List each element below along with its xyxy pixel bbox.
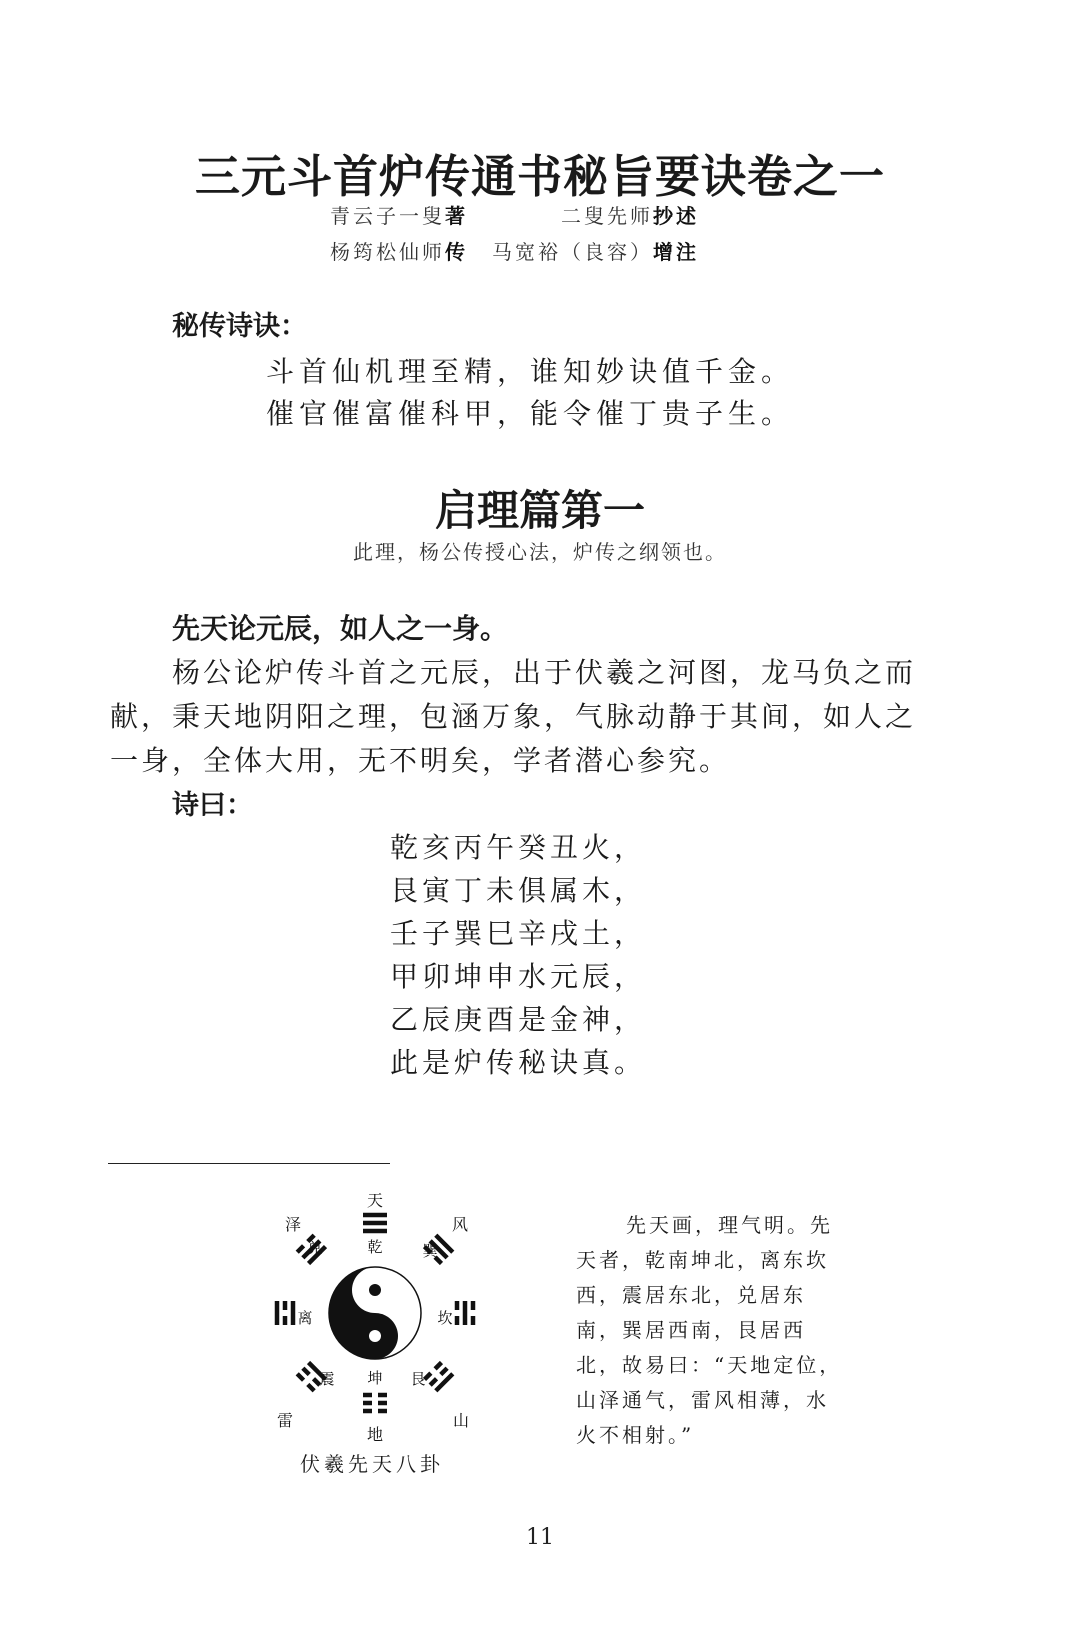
yang-line	[363, 1229, 387, 1234]
yin-line	[283, 1301, 288, 1310]
yin-line	[283, 1316, 288, 1325]
section-title: 启理篇第一	[434, 486, 645, 535]
yin-line	[378, 1401, 387, 1406]
paragraph-line: 一身，全体大用，无不明矣，学者潜心参究。	[110, 744, 731, 777]
yin-line	[296, 1244, 306, 1254]
yang-line	[275, 1301, 280, 1325]
poem-line: 甲卯坤申水元辰，	[390, 960, 647, 993]
paragraph-line: 献，秉天地阴阳之理，包涵万象，气脉动静于其间，如人之	[110, 700, 917, 733]
trigram-image-label: 雷	[276, 1411, 294, 1430]
trigram-icon	[455, 1301, 476, 1325]
poem-line: 乾亥丙午癸丑火，	[390, 831, 647, 864]
yang-line	[463, 1301, 468, 1325]
trigram-icon	[423, 1361, 454, 1392]
trigram-icon	[363, 1213, 387, 1234]
yin-line	[363, 1409, 372, 1414]
yin-line	[363, 1393, 372, 1398]
poem-line: 艮寅丁未俱属木，	[390, 874, 647, 907]
poem-line: 乙辰庚酉是金神，	[390, 1003, 647, 1036]
yin-line	[455, 1316, 460, 1325]
trigram-name-label: 坎	[437, 1309, 453, 1327]
yin-line	[301, 1367, 311, 1377]
secret-poem-line: 斗首仙机理至精，谁知妙诀值千金。	[266, 355, 795, 388]
yin-line	[378, 1393, 387, 1398]
trigram-name-label: 坤	[367, 1369, 383, 1387]
trigram-image-label: 地	[366, 1425, 384, 1444]
yang-line	[434, 1372, 454, 1392]
yin-line	[306, 1383, 316, 1393]
paragraph-line: 杨公论炉传斗首之元辰，出于伏羲之河图，龙马负之而	[172, 656, 917, 689]
poem-line: 此是炉传秘诀真。	[390, 1046, 647, 1079]
trigram-icon	[363, 1393, 387, 1414]
yin-yang-icon	[329, 1267, 421, 1359]
trigram-image-label: 泽	[284, 1215, 302, 1234]
yin-line	[471, 1301, 476, 1310]
credit-transmitter: 杨筠松仙师传	[330, 240, 468, 264]
trigram-name-label: 乾	[367, 1238, 383, 1256]
diagram-caption: 伏羲先天八卦	[300, 1452, 444, 1476]
page-title: 三元斗首炉传通书秘旨要诀卷之一	[194, 150, 885, 203]
trigram-name-label: 震	[319, 1370, 335, 1388]
credit-author: 青云子一叟著	[330, 204, 468, 228]
trigram-name-label: 离	[297, 1309, 313, 1327]
trigram-image-label: 山	[452, 1411, 470, 1430]
yin-line	[363, 1401, 372, 1406]
credit-transcriber: 二叟先师抄述	[561, 204, 699, 228]
poem-heading: 诗曰：	[172, 790, 253, 821]
yang-line	[291, 1301, 296, 1325]
yin-line	[296, 1372, 306, 1382]
yin-line	[439, 1367, 449, 1377]
yin-line	[429, 1377, 439, 1387]
footnote-text: 先天画，理气明。先天者，乾南坤北，离东坎西，震居东北，兑居东南，巽居西南，艮居西北，故易曰：“天地定位，山泽通气，雷风相薄，水火不相射。”	[576, 1213, 843, 1447]
secret-poem-line: 催官催富催科甲，能令催丁贵子生。	[266, 397, 795, 430]
yang-line	[363, 1221, 387, 1226]
trigram-name-label: 兑	[307, 1239, 323, 1257]
trigram-image-label: 天	[366, 1191, 384, 1210]
yin-line	[471, 1316, 476, 1325]
trigram-name-label: 艮	[410, 1370, 426, 1388]
yin-line	[455, 1301, 460, 1310]
credit-annotator: 马宽裕（良容）增注	[492, 240, 699, 264]
yin-line	[434, 1361, 444, 1371]
section-note: 此理，杨公传授心法，炉传之纲领也。	[353, 540, 727, 564]
bagua-diagram	[255, 1180, 495, 1449]
trigram-icon	[275, 1301, 296, 1325]
yin-line	[378, 1409, 387, 1414]
secret-poem-heading: 秘传诗诀：	[172, 311, 307, 342]
footnote-rule	[108, 1163, 390, 1164]
yang-line	[363, 1213, 387, 1218]
trigram-image-label: 风	[451, 1215, 469, 1234]
poem-line: 壬子巽巳辛戌土，	[390, 917, 647, 950]
page-number: 11	[526, 1525, 554, 1550]
trigram-name-label: 巽	[422, 1242, 438, 1260]
section-subheading: 先天论元辰，如人之一身。	[172, 612, 509, 645]
